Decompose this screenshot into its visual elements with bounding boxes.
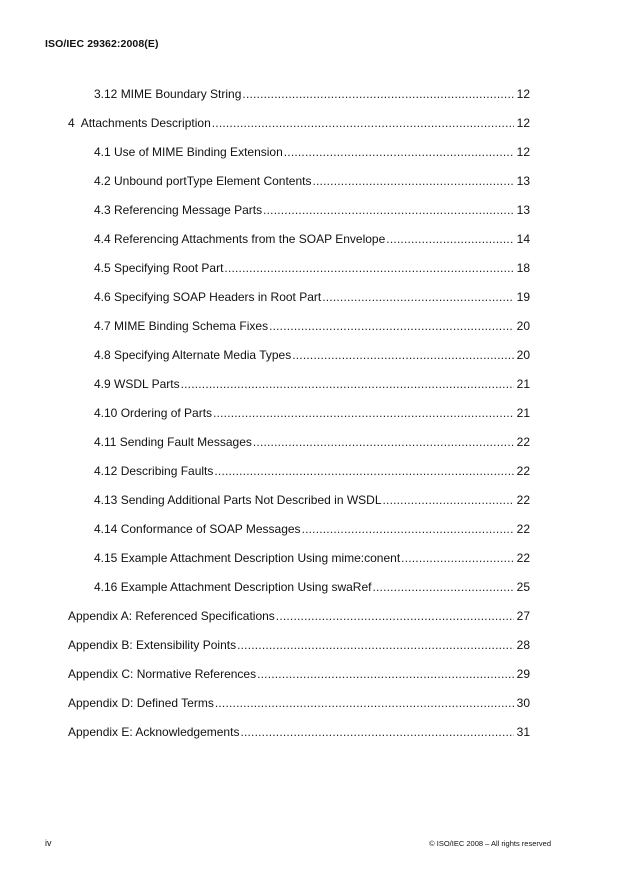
toc-entry-page: 22 [516, 551, 530, 565]
toc-entry-title: 4.2 Unbound portType Element Contents [94, 174, 312, 188]
toc-dot-leader [214, 463, 513, 479]
toc-entry-title: 4.5 Specifying Root Part [94, 261, 224, 275]
toc-entry-title: 4.15 Example Attachment Description Using mime:conent [94, 551, 401, 565]
toc-entry[interactable] [94, 231, 530, 247]
toc-entry-title: 4.4 Referencing Attachments from the SOAP Envelope [94, 232, 386, 246]
toc-entry-title: 4.14 Conformance of SOAP Messages [94, 522, 301, 536]
toc-dot-leader [372, 579, 513, 595]
toc-entry[interactable] [68, 637, 530, 653]
toc-entry-title: 4.6 Specifying SOAP Headers in Root Part [94, 290, 322, 304]
toc-dot-leader [276, 608, 514, 624]
toc-entry-title: 4.8 Specifying Alternate Media Types [94, 348, 292, 362]
toc-dot-leader [312, 173, 513, 189]
toc-entry-title: Appendix D: Defined Terms [68, 696, 214, 710]
toc-entry[interactable] [94, 550, 530, 566]
toc-dot-leader [292, 347, 513, 363]
toc-entry[interactable] [94, 202, 530, 218]
toc-dot-leader [269, 318, 514, 334]
toc-entry[interactable] [94, 144, 530, 160]
toc-entry[interactable] [94, 260, 530, 276]
toc-dot-leader [257, 666, 514, 682]
toc-entry[interactable] [94, 434, 530, 450]
toc-entry-page: 12 [516, 87, 530, 101]
toc-entry-page: 21 [516, 406, 530, 420]
toc-entry-page: 21 [516, 377, 530, 391]
toc-entry-page: 22 [516, 493, 530, 507]
copyright-notice: © ISO/IEC 2008 – All rights reserved [429, 839, 551, 848]
toc-entry-title: Appendix E: Acknowledgements [68, 725, 240, 739]
toc-entry[interactable] [68, 608, 530, 624]
toc-entry-page: 29 [516, 667, 530, 681]
toc-entry-title: 4.9 WSDL Parts [94, 377, 180, 391]
toc-dot-leader [224, 260, 513, 276]
toc-entry-page: 19 [516, 290, 530, 304]
toc-entry[interactable] [94, 405, 530, 421]
toc-entry[interactable] [94, 579, 530, 595]
toc-entry-page: 20 [516, 319, 530, 333]
toc-dot-leader [240, 724, 513, 740]
toc-entry[interactable] [68, 695, 530, 711]
toc-entry[interactable] [94, 376, 530, 392]
toc-dot-leader [213, 405, 514, 421]
toc-entry[interactable] [68, 115, 530, 131]
toc-dot-leader [386, 231, 513, 247]
toc-dot-leader [322, 289, 513, 305]
toc-entry[interactable] [94, 521, 530, 537]
toc-dot-leader [383, 492, 514, 508]
toc-entry-page: 12 [516, 145, 530, 159]
toc-entry-title: 4.1 Use of MIME Binding Extension [94, 145, 283, 159]
toc-entry-page: 22 [516, 464, 530, 478]
toc-entry-title: 3.12 MIME Boundary String [94, 87, 242, 101]
toc-entry-page: 27 [516, 609, 530, 623]
toc-entry[interactable] [94, 463, 530, 479]
toc-entry[interactable] [68, 666, 530, 682]
toc-entry-page: 22 [516, 435, 530, 449]
toc-entry-title: 4.12 Describing Faults [94, 464, 214, 478]
toc-entry-page: 31 [516, 725, 530, 739]
toc-entry-page: 12 [516, 116, 530, 130]
toc-entry-page: 20 [516, 348, 530, 362]
toc-dot-leader [242, 86, 513, 102]
toc-entry-page: 28 [516, 638, 530, 652]
toc-entry-title: Appendix B: Extensibility Points [68, 638, 237, 652]
toc-entry-title: Appendix C: Normative References [68, 667, 257, 681]
toc-entry-page: 25 [516, 580, 530, 594]
toc-entry-title: 4.7 MIME Binding Schema Fixes [94, 319, 269, 333]
toc-dot-leader [401, 550, 513, 566]
document-id-header: ISO/IEC 29362:2008(E) [45, 38, 159, 50]
toc-dot-leader [253, 434, 514, 450]
toc-entry-title: 4.16 Example Attachment Description Using swaRef [94, 580, 372, 594]
toc-entry-page: 18 [516, 261, 530, 275]
toc-dot-leader [215, 695, 514, 711]
toc-entry-page: 13 [516, 174, 530, 188]
toc-entry[interactable] [94, 347, 530, 363]
toc-entry[interactable] [94, 492, 530, 508]
toc-entry-title: 4.13 Sending Additional Parts Not Described in WSDL [94, 493, 382, 507]
toc-entry[interactable] [94, 173, 530, 189]
page-number: iv [45, 838, 52, 848]
toc-entry-page: 13 [516, 203, 530, 217]
toc-entry-page: 14 [516, 232, 530, 246]
toc-dot-leader [237, 637, 514, 653]
toc-entry[interactable] [94, 86, 530, 102]
toc-dot-leader [284, 144, 514, 160]
toc-dot-leader [181, 376, 514, 392]
toc-entry-title: 4.11 Sending Fault Messages [94, 435, 252, 449]
toc-entry-page: 30 [516, 696, 530, 710]
toc-entry-title: 4.3 Referencing Message Parts [94, 203, 263, 217]
toc-entry-title: 4.10 Ordering of Parts [94, 406, 213, 420]
toc-entry-title: Attachments Description [80, 116, 211, 130]
toc-entry[interactable] [68, 724, 530, 740]
toc-entry[interactable] [94, 289, 530, 305]
toc-dot-leader [302, 521, 514, 537]
toc-entry-title: Appendix A: Referenced Specifications [68, 609, 275, 623]
toc-entry-page: 22 [516, 522, 530, 536]
toc-dot-leader [212, 115, 514, 131]
toc-dot-leader [263, 202, 514, 218]
toc-entry[interactable] [94, 318, 530, 334]
toc-entry-number: 4 [68, 116, 75, 130]
